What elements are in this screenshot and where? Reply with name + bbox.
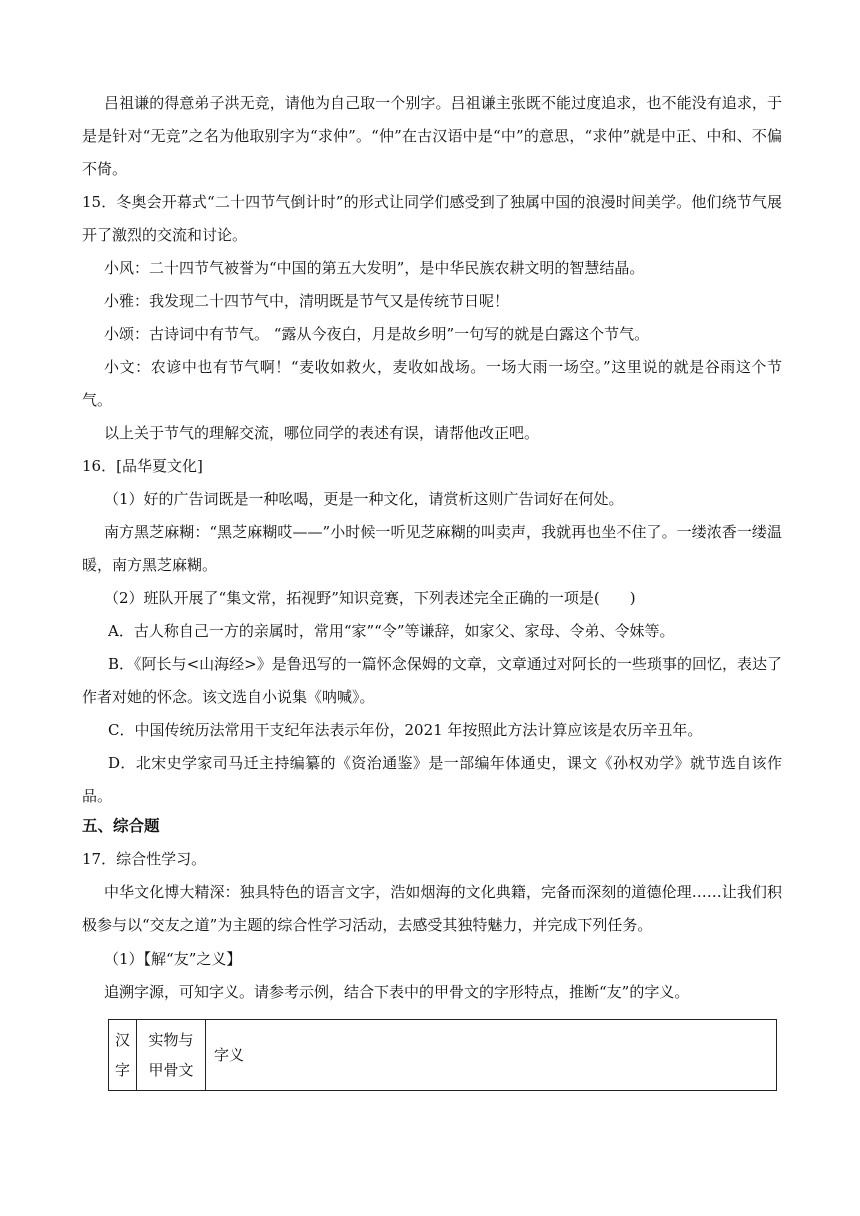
- header-shiwu: 实物与甲骨文: [137, 1020, 206, 1091]
- q15-line-xiaofeng: 小风：二十四节气被誉为“中国的第五大发明”，是中华民族农耕文明的智慧结晶。: [104, 259, 645, 277]
- q16-option-d: D．北宋史学家司马迁主持编纂的《资治通鉴》是一部编年体通史，课文《孙权劝学》就节选自该作品。: [82, 754, 782, 805]
- header-ziyi: 字义: [206, 1020, 777, 1091]
- section-heading: 五、综合题: [82, 817, 160, 835]
- q15-question: 以上关于节气的理解交流，哪位同学的表述有误，请帮他改正吧。: [104, 424, 540, 442]
- q17-paragraph: 中华文化博大精深：独具特色的语言文字，浩如烟海的文化典籍，完备而深刻的道德伦理……让我们积极参与以“交友之道”为主题的综合性学习活动，去感受其独特魅力，并完成下列任务。: [82, 883, 782, 934]
- character-table: [108, 1019, 777, 1091]
- q15-line-xiaosong: 小颂：古诗词中有节气。 “露从今夜白，月是故乡明”一句写的就是白露这个节气。: [104, 325, 650, 343]
- question-17-stem: 17．综合性学习。: [82, 850, 207, 868]
- intro-paragraph: 吕祖谦的得意弟子洪无竞，请他为自己取一个别字。吕祖谦主张既不能过度追求，也不能没有追求，于是是针对“无竞”之名为他取别字为“求仲”。“仲”在古汉语中是“中”的意思，“求仲”就是中正、中和、不偏不倚。: [82, 94, 782, 178]
- table-header-row: [109, 1020, 777, 1091]
- q15-line-xiaowen: 小文：农谚中也有节气啊！“麦收如救火，麦收如战场。一场大雨一场空。”这里说的就是谷雨这个节气。: [82, 358, 782, 409]
- q17-instruction: 追溯字源，可知字义。请参考示例，结合下表中的甲骨文的字形特点，推断“友”的字义。: [104, 983, 690, 1001]
- q16-option-a: A．古人称自己一方的亲属时，常用“家”“令”等谦辞，如家父、家母、令弟、令妹等。: [108, 622, 675, 640]
- q16-ad-text: 南方黑芝麻糊：“黑芝麻糊哎——”小时候一听见芝麻糊的叫卖声，我就再也坐不住了。一缕浓香一缕温暖，南方黑芝麻糊。: [82, 523, 782, 574]
- q16-option-c: C．中国传统历法常用干支纪年法表示年份，2021 年按照此方法计算应该是农历辛丑年。: [108, 721, 703, 739]
- q16-option-b: B．《阿长与<山海经>》是鲁迅写的一篇怀念保姆的文章，文章通过对阿长的一些琐事的回忆，表达了作者对她的怀念。该文选自小说集《呐喊》。: [82, 655, 782, 706]
- q16-sub2: （2）班队开展了“集文常，拓视野”知识竞赛，下列表述完全正确的一项是( ): [104, 589, 636, 607]
- q17-sub1: （1）【解“友”之义】: [104, 950, 242, 968]
- question-16-stem: 16．[品华夏文化]: [82, 457, 203, 475]
- q16-sub1: （1）好的广告词既是一种吆喝，更是一种文化，请赏析这则广告词好在何处。: [104, 490, 624, 508]
- question-15-stem: 15．冬奥会开幕式“二十四节气倒计时”的形式让同学们感受到了独属中国的浪漫时间美学。他们绕节气展开了激烈的交流和讨论。: [82, 193, 782, 244]
- header-hanzi: 汉字: [109, 1020, 137, 1091]
- q15-line-xiaoya: 小雅：我发现二十四节气中，清明既是节气又是传统节日呢！: [104, 292, 510, 310]
